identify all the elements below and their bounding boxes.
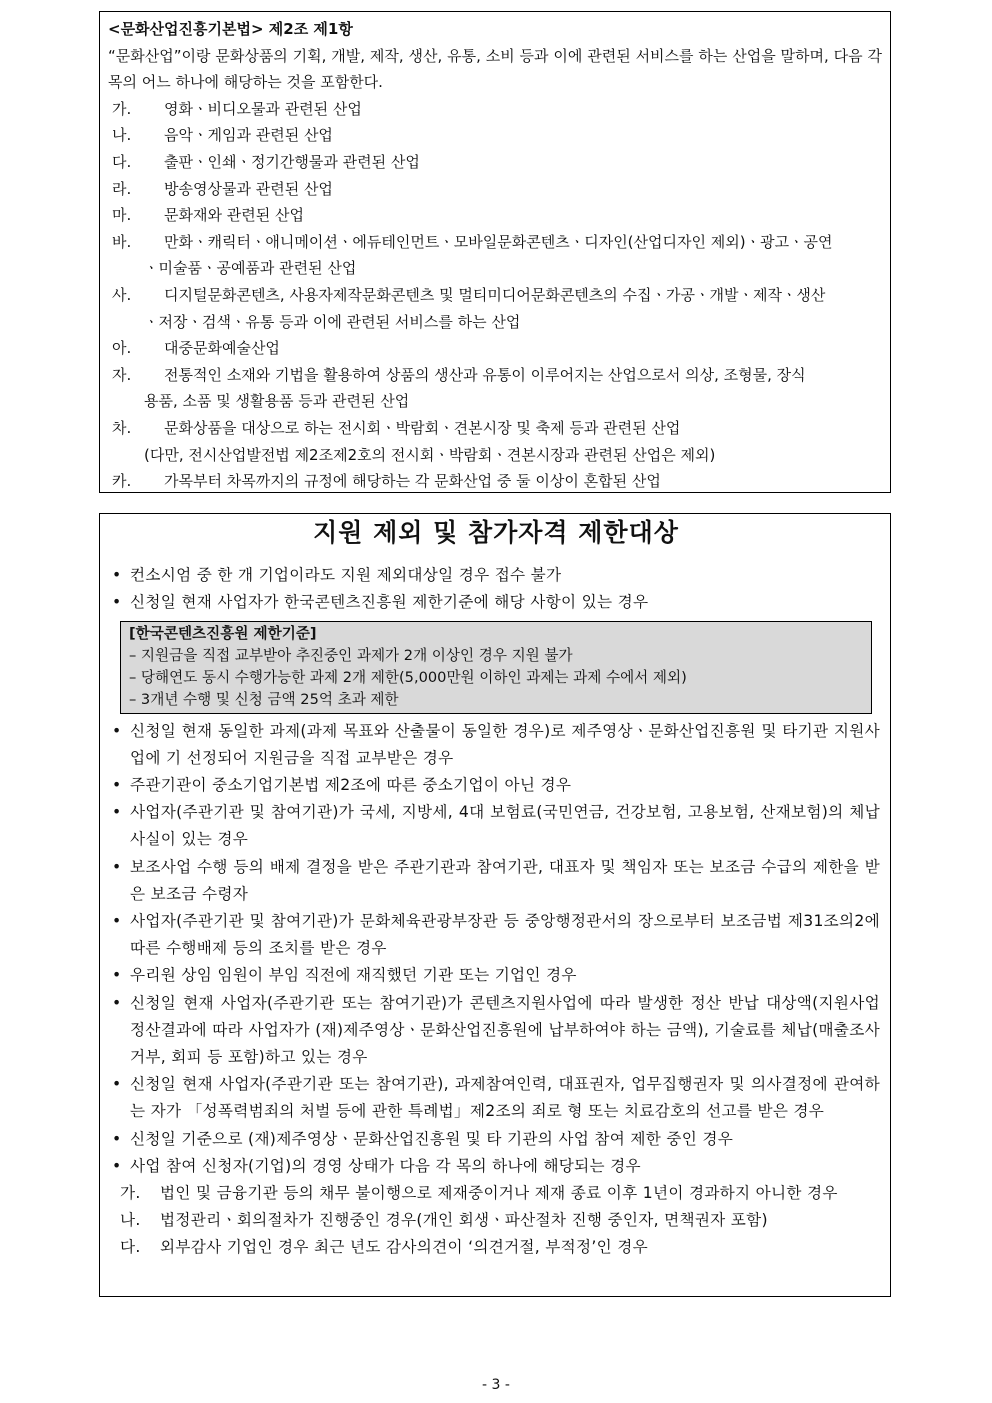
bullet-dot-icon: •: [112, 1075, 122, 1094]
law-item-marker: 아.: [112, 339, 132, 358]
bullet-text: 신청일 현재 사업자(주관기관 또는 참여기관), 과제참여인력, 대표권자, 업무집행권자 및 의사결정에 관여하는 자가 「성폭력범죄의 처벌 등에 관한 특례법」제2조의 죄로 형 또는 치료감호의 선고를 받은 경우: [130, 1075, 880, 1121]
bullet-text: 보조사업 수행 등의 배제 결정을 받은 주관기관과 참여기관, 대표자 및 책임자 또는 보조금 수급의 제한을 받은 보조금 수령자: [130, 857, 880, 903]
law-item-text: 출판ㆍ인쇄ㆍ정기간행물과 관련된 산업: [164, 152, 420, 171]
law-item-text: 방송영상물과 관련된 산업: [164, 179, 333, 198]
law-item-text: 대중문화예술산업: [164, 339, 280, 358]
bullet-item: [112, 1126, 880, 1153]
law-item-text: 전통적인 소재와 기법을 활용하여 상품의 생산과 유통이 이루어지는 산업으로서 의상, 조형물, 장식: [164, 365, 806, 384]
sub-item-list: [112, 1180, 880, 1262]
criteria-item: – 3개년 수행 및 신청 금액 25억 초과 제한: [129, 690, 399, 708]
sub-item: [120, 1180, 880, 1207]
law-intro: “문화산업”이랑 문화상품의 기획, 개발, 제작, 생산, 유통, 소비 등과 이에 관련된 서비스를 하는 산업을 말하며, 다음 각 목의 어느 하나에 해당하는 것을 포함한다.: [108, 46, 882, 92]
law-item: [112, 415, 882, 442]
law-item: [112, 96, 882, 123]
bullet-item: [112, 908, 880, 962]
law-item-text: 영화ㆍ비디오물과 관련된 산업: [164, 99, 362, 118]
bullet-item: [112, 562, 880, 589]
bullet-text: 주관기관이 중소기업기본법 제2조에 따른 중소기업이 아닌 경우: [130, 776, 572, 794]
bullet-text: 신청일 현재 사업자가 한국콘텐츠진흥원 제한기준에 해당 사항이 있는 경우: [130, 593, 649, 612]
law-item-text: 가목부터 차목까지의 규정에 해당하는 각 문화산업 중 둘 이상이 혼합된 산업: [164, 472, 661, 491]
bullet-list-a: [112, 562, 880, 616]
sub-item: [120, 1234, 880, 1261]
law-title: <문화산업진흥기본법> 제2조 제1항: [108, 20, 353, 38]
bullet-dot-icon: •: [112, 803, 122, 822]
bullet-item: [112, 799, 880, 853]
law-item-marker: 바.: [112, 232, 132, 251]
bullet-item: [112, 718, 880, 772]
law-item-text: 만화ㆍ캐릭터ㆍ애니메이션ㆍ에듀테인먼트ㆍ모바일문화콘텐츠ㆍ디자인(산업디자인 제외)ㆍ광고ㆍ공연: [164, 232, 833, 251]
bullet-item: [112, 854, 880, 908]
law-item: [112, 362, 882, 389]
bullet-dot-icon: •: [112, 966, 122, 985]
bullet-text: 신청일 기준으로 (재)제주영상ㆍ문화산업진흥원 및 타 기관의 사업 참여 제한 중인 경우: [130, 1129, 734, 1148]
law-item-text: 문화상품을 대상으로 하는 전시회ㆍ박람회ㆍ견본시장 및 축제 등과 관련된 산업: [164, 418, 681, 437]
bullet-text: 우리원 상임 임원이 부임 직전에 재직했던 기관 또는 기업인 경우: [130, 966, 577, 985]
law-item-continuation: 용품, 소품 및 생활용품 등과 관련된 산업: [144, 392, 410, 411]
bullet-dot-icon: •: [112, 776, 122, 794]
law-excerpt-box: [99, 11, 891, 493]
law-item: [112, 176, 882, 203]
law-item-text: 문화재와 관련된 산업: [164, 206, 304, 225]
sub-item-text: 법정관리ㆍ회의절차가 진행중인 경우(개인 회생ㆍ파산절차 진행 중인자, 면책권자 포함): [160, 1211, 768, 1230]
law-item-list: [108, 96, 882, 495]
bullet-text: 신청일 현재 사업자(주관기관 또는 참여기관)가 콘텐츠지원사업에 따라 발생한 정산 반납 대상액(지원사업 정산결과에 따라 사업자가 (재)제주영상ㆍ문화산업진흥원에 납부하여야 하는 금액), 기술료를 체납(매출조사 거부, 회피 등 포함)하고 있는 경우: [130, 993, 880, 1067]
bullet-item: [112, 589, 880, 616]
law-item-marker: 차.: [112, 418, 132, 437]
bullet-item: [112, 990, 880, 1072]
bullet-dot-icon: •: [112, 593, 122, 612]
law-item-marker: 가.: [112, 99, 132, 118]
bullet-item: [112, 1153, 880, 1180]
law-item: [112, 468, 882, 495]
law-note: (다만, 전시산업발전법 제2조제2호의 전시회ㆍ박람회ㆍ견본시장과 관련된 산업은 제외): [144, 445, 716, 464]
bullet-item: [112, 772, 880, 799]
law-item: [112, 202, 882, 229]
sub-item-text: 외부감사 기업인 경우 최근 년도 감사의견이 ‘의견거절, 부적정’인 경우: [160, 1238, 649, 1257]
law-item-continuation: ㆍ저장ㆍ검색ㆍ유통 등과 이에 관련된 서비스를 하는 산업: [144, 312, 521, 331]
bullet-dot-icon: •: [112, 857, 122, 876]
bullet-dot-icon: •: [112, 1156, 122, 1175]
bullet-text: 사업 참여 신청자(기업)의 경영 상태가 다음 각 목의 하나에 해당되는 경우: [130, 1156, 641, 1175]
law-item-marker: 마.: [112, 206, 132, 225]
law-item-marker: 카.: [112, 472, 132, 491]
kocca-criteria-box: [120, 621, 872, 713]
restriction-heading: 지원 제외 및 참가자격 제한대상: [313, 518, 679, 547]
page-number: - 3 -: [482, 1377, 510, 1393]
law-item: [112, 229, 882, 256]
law-item-text: 디지털문화콘텐츠, 사용자제작문화콘텐츠 및 멀티미디어문화콘텐츠의 수집ㆍ가공ㆍ개발ㆍ제작ㆍ생산: [164, 285, 826, 304]
law-item-continuation: ㆍ미술품ㆍ공예품과 관련된 산업: [144, 259, 357, 278]
bullet-list-b: [112, 718, 880, 1180]
bullet-item: [112, 1071, 880, 1125]
bullet-dot-icon: •: [112, 912, 122, 931]
bullet-text: 사업자(주관기관 및 참여기관)가 문화체육관광부장관 등 중앙행정관서의 장으로부터 보조금법 제31조의2에 따른 수행배제 등의 조치를 받은 경우: [130, 912, 880, 958]
law-item-marker: 자.: [112, 365, 132, 384]
law-item: [112, 282, 882, 309]
bullet-text: 컨소시엄 중 한 개 기업이라도 지원 제외대상일 경우 접수 불가: [130, 566, 562, 584]
law-item-text: 음악ㆍ게임과 관련된 산업: [164, 126, 333, 145]
criteria-title: [한국콘텐츠진흥원 제한기준]: [129, 625, 317, 643]
bullet-dot-icon: •: [112, 993, 122, 1012]
sub-item-marker: 나.: [120, 1211, 141, 1230]
law-item-marker: 나.: [112, 126, 132, 145]
bullet-text: 사업자(주관기관 및 참여기관)가 국세, 지방세, 4대 보험료(국민연금, 건강보험, 고용보험, 산재보험)의 체납 사실이 있는 경우: [130, 803, 880, 849]
criteria-item: – 지원금을 직접 교부받아 추진중인 과제가 2개 이상인 경우 지원 불가: [129, 647, 573, 665]
sub-item: [120, 1207, 880, 1234]
law-item-marker: 라.: [112, 179, 132, 198]
criteria-item: – 당해연도 동시 수행가능한 과제 2개 제한(5,000만원 이하인 과제는 과제 수에서 제외): [129, 669, 687, 686]
law-item-marker: 사.: [112, 285, 132, 304]
law-item: [112, 149, 882, 176]
bullet-dot-icon: •: [112, 1129, 122, 1148]
bullet-text: 신청일 현재 동일한 과제(과제 목표와 산출물이 동일한 경우)로 제주영상ㆍ문화산업진흥원 및 타기관 지원사업에 기 선정되어 지원금을 직접 교부받은 경우: [130, 721, 880, 767]
sub-item-marker: 가.: [120, 1184, 141, 1203]
restriction-box: [99, 513, 891, 1297]
bullet-dot-icon: •: [112, 721, 122, 740]
bullet-item: [112, 962, 880, 989]
law-item-marker: 다.: [112, 152, 132, 171]
bullet-dot-icon: •: [112, 566, 122, 584]
sub-item-marker: 다.: [120, 1238, 141, 1257]
sub-item-text: 법인 및 금융기관 등의 채무 불이행으로 제재중이거나 제재 종료 이후 1년이 경과하지 아니한 경우: [160, 1184, 838, 1203]
law-item: [112, 122, 882, 149]
law-item: [112, 335, 882, 362]
